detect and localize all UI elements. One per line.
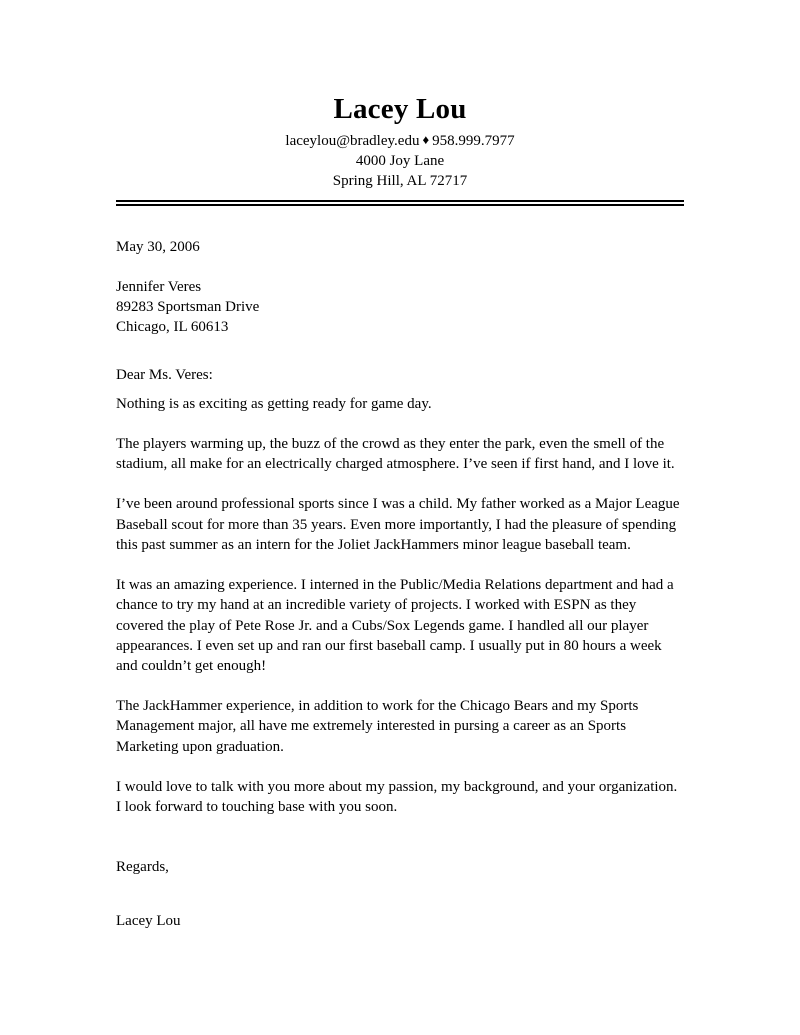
letterhead-name: Lacey Lou	[333, 93, 467, 125]
recipient-city-state-zip: Chicago, IL 60613	[116, 319, 229, 336]
signature-space	[116, 877, 684, 911]
salutation: Dear Ms. Veres:	[116, 366, 213, 383]
recipient-street: 89283 Sportsman Drive	[116, 299, 260, 316]
body-paragraph: I’ve been around professional sports since I was a child. My father worked as a Major League Baseball scout for more than 35 years. Even more importantly, I had the pleasure of spending this past summer as an intern for the Joliet JackHammers minor league baseball team.	[116, 496, 680, 553]
body-paragraph: The players warming up, the buzz of the crowd as they enter the park, even the smell of the stadium, all make for an electrically charged atmosphere. I’ve seen if first hand, and I love it.	[116, 436, 675, 473]
letterhead	[116, 0, 684, 192]
spacer-before-closing	[116, 837, 684, 857]
body-paragraph: The JackHammer experience, in addition to work for the Chicago Bears and my Sports Management major, all have me extremely interested in pursing a career as an Sports Marketing upon graduation.	[116, 698, 639, 755]
recipient-name: Jennifer Veres	[116, 279, 202, 296]
letter-body	[116, 206, 684, 932]
letterhead-street: 4000 Joy Lane	[355, 153, 445, 170]
signature-name: Lacey Lou	[116, 913, 181, 930]
body-paragraph: I would love to talk with you more about my passion, my background, and your organization. I look forward to touching base with you soon.	[116, 778, 678, 815]
letterhead-contact-line	[116, 131, 684, 152]
body-paragraph: Nothing is as exciting as getting ready for game day.	[116, 395, 432, 412]
spacer-after-salutation	[116, 385, 684, 394]
letter-content	[116, 0, 684, 932]
letterhead-phone: 958.999.7977	[432, 133, 515, 150]
closing: Regards,	[116, 859, 169, 876]
diamond-separator-icon: ♦	[422, 132, 430, 148]
letterhead-email: laceylou@bradley.edu	[285, 133, 420, 150]
letterhead-city-state-zip: Spring Hill, AL 72717	[332, 173, 468, 190]
spacer-after-address	[116, 338, 684, 365]
recipient-address-block	[116, 277, 684, 338]
body-paragraph: It was an amazing experience. I interned in the Public/Media Relations department and had a chance to try my hand at an incredible variety of projects. I worked with ESPN as they covered the play of Pete Rose Jr. and a Cubs/Sox Legends game. I handled all our player appearances. I even set up and ran our first baseball camp. I usually put in 80 hours a week and couldn’t get enough!	[116, 577, 674, 674]
letter-date: May 30, 2006	[116, 238, 200, 255]
spacer-after-date	[116, 257, 684, 277]
